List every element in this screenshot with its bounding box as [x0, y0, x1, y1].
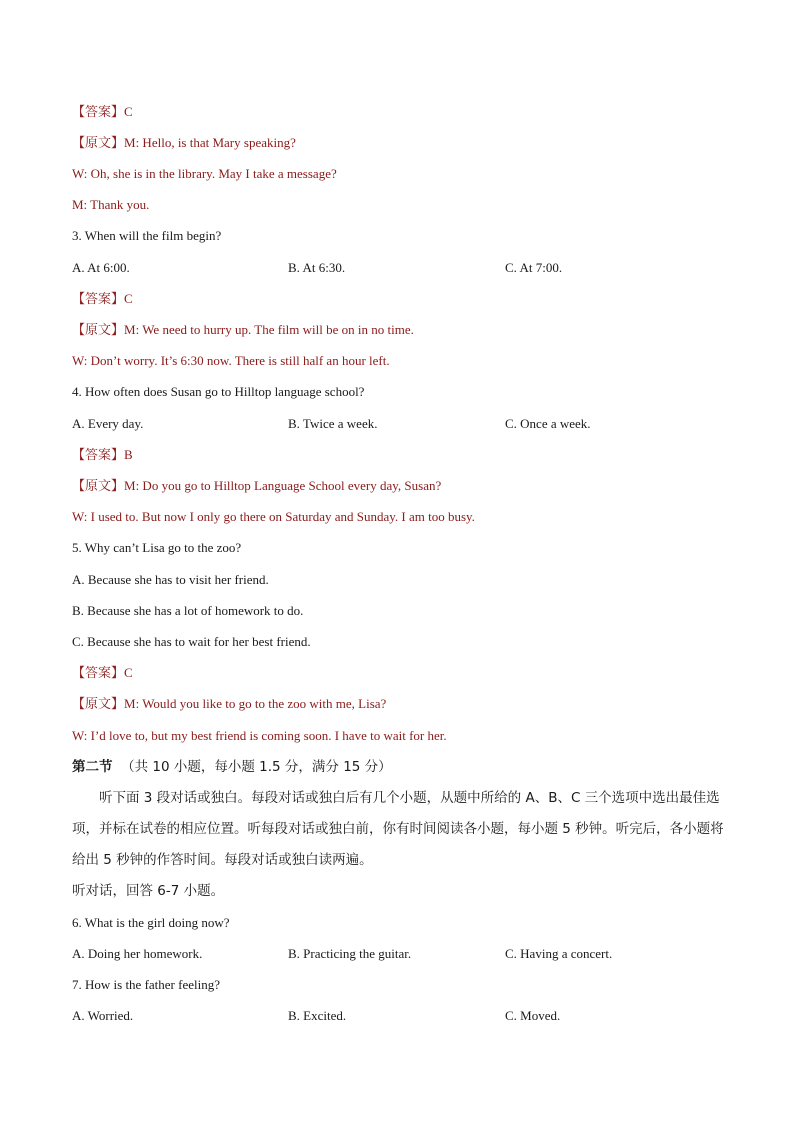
transcript-tag: 【原文】	[72, 479, 125, 494]
answer-value: C	[124, 665, 133, 680]
transcript-text: M: Hello, is that Mary speaking?	[124, 135, 296, 150]
option-a: A. Every day.	[72, 416, 144, 431]
question-7: 7. How is the father feeling?	[72, 977, 221, 992]
answer-tag: 【答案】	[72, 448, 125, 463]
option-b: B. Practicing the guitar.	[288, 946, 412, 961]
transcript-tag: 【原文】	[72, 136, 125, 151]
answer-value: B	[124, 447, 133, 462]
transcript-line: W: I’d love to, but my best friend is coming soon. I have to wait for her.	[72, 728, 447, 743]
answer-value: C	[124, 291, 133, 306]
transcript-text: M: We need to hurry up. The film will be on in no time.	[124, 322, 414, 337]
answer-line-q2	[72, 103, 133, 122]
option-a: A. Doing her homework.	[72, 946, 203, 961]
option-c: C. Because she has to wait for her best friend.	[72, 634, 311, 649]
option-b: B. Twice a week.	[288, 416, 378, 431]
option-c: C. Moved.	[505, 1008, 561, 1023]
answer-line-q3	[72, 290, 133, 309]
transcript-line: W: Don’t worry. It’s 6:30 now. There is still half an hour left.	[72, 353, 390, 368]
option-c: C. Having a concert.	[505, 946, 613, 961]
transcript-line: M: Thank you.	[72, 197, 150, 212]
option-a: A. Because she has to visit her friend.	[72, 572, 269, 587]
answer-value: C	[124, 104, 133, 119]
option-a: A. Worried.	[72, 1008, 134, 1023]
answer-line-q4	[72, 446, 133, 465]
answer-tag: 【答案】	[72, 105, 125, 120]
dialog-intro: 听对话，回答 6-7 小题。	[72, 883, 225, 899]
option-b: B. At 6:30.	[288, 260, 346, 275]
answer-tag: 【答案】	[72, 666, 125, 681]
answer-line-q5	[72, 664, 133, 683]
question-5: 5. Why can’t Lisa go to the zoo?	[72, 540, 242, 555]
transcript-text: M: Do you go to Hilltop Language School every day, Susan?	[124, 478, 442, 493]
question-6: 6. What is the girl doing now?	[72, 915, 230, 930]
section-title: 第二节	[72, 759, 113, 775]
option-b: B. Because she has a lot of homework to do.	[72, 603, 304, 618]
question-4: 4. How often does Susan go to Hilltop language school?	[72, 384, 365, 399]
transcript-line	[72, 321, 414, 340]
section-instructions: 听下面 3 段对话或独白。每段对话或独白后有几个小题，从题中所给的 A、B、C 三个选项中选出最佳选项，并标在试卷的相应位置。听每段对话或独白前，你有时间阅读各小题，每小题 5 秒钟。听完后，各小题将给出 5 秒钟的作答时间。每段对话或独白读两遍。	[72, 790, 724, 868]
section-header	[72, 758, 392, 776]
section-subtitle: （共 10 小题，每小题 1.5 分，满分 15 分）	[121, 759, 392, 775]
transcript-line: W: Oh, she is in the library. May I take a message?	[72, 166, 337, 181]
transcript-line	[72, 134, 296, 153]
option-c: C. At 7:00.	[505, 260, 563, 275]
transcript-tag: 【原文】	[72, 323, 125, 338]
transcript-text: M: Would you like to go to the zoo with me, Lisa?	[124, 696, 387, 711]
transcript-line	[72, 477, 441, 496]
transcript-line: W: I used to. But now I only go there on Saturday and Sunday. I am too busy.	[72, 509, 475, 524]
transcript-tag: 【原文】	[72, 697, 125, 712]
question-3: 3. When will the film begin?	[72, 228, 222, 243]
answer-tag: 【答案】	[72, 292, 125, 307]
option-a: A. At 6:00.	[72, 260, 130, 275]
transcript-line	[72, 695, 386, 714]
option-c: C. Once a week.	[505, 416, 591, 431]
option-b: B. Excited.	[288, 1008, 347, 1023]
